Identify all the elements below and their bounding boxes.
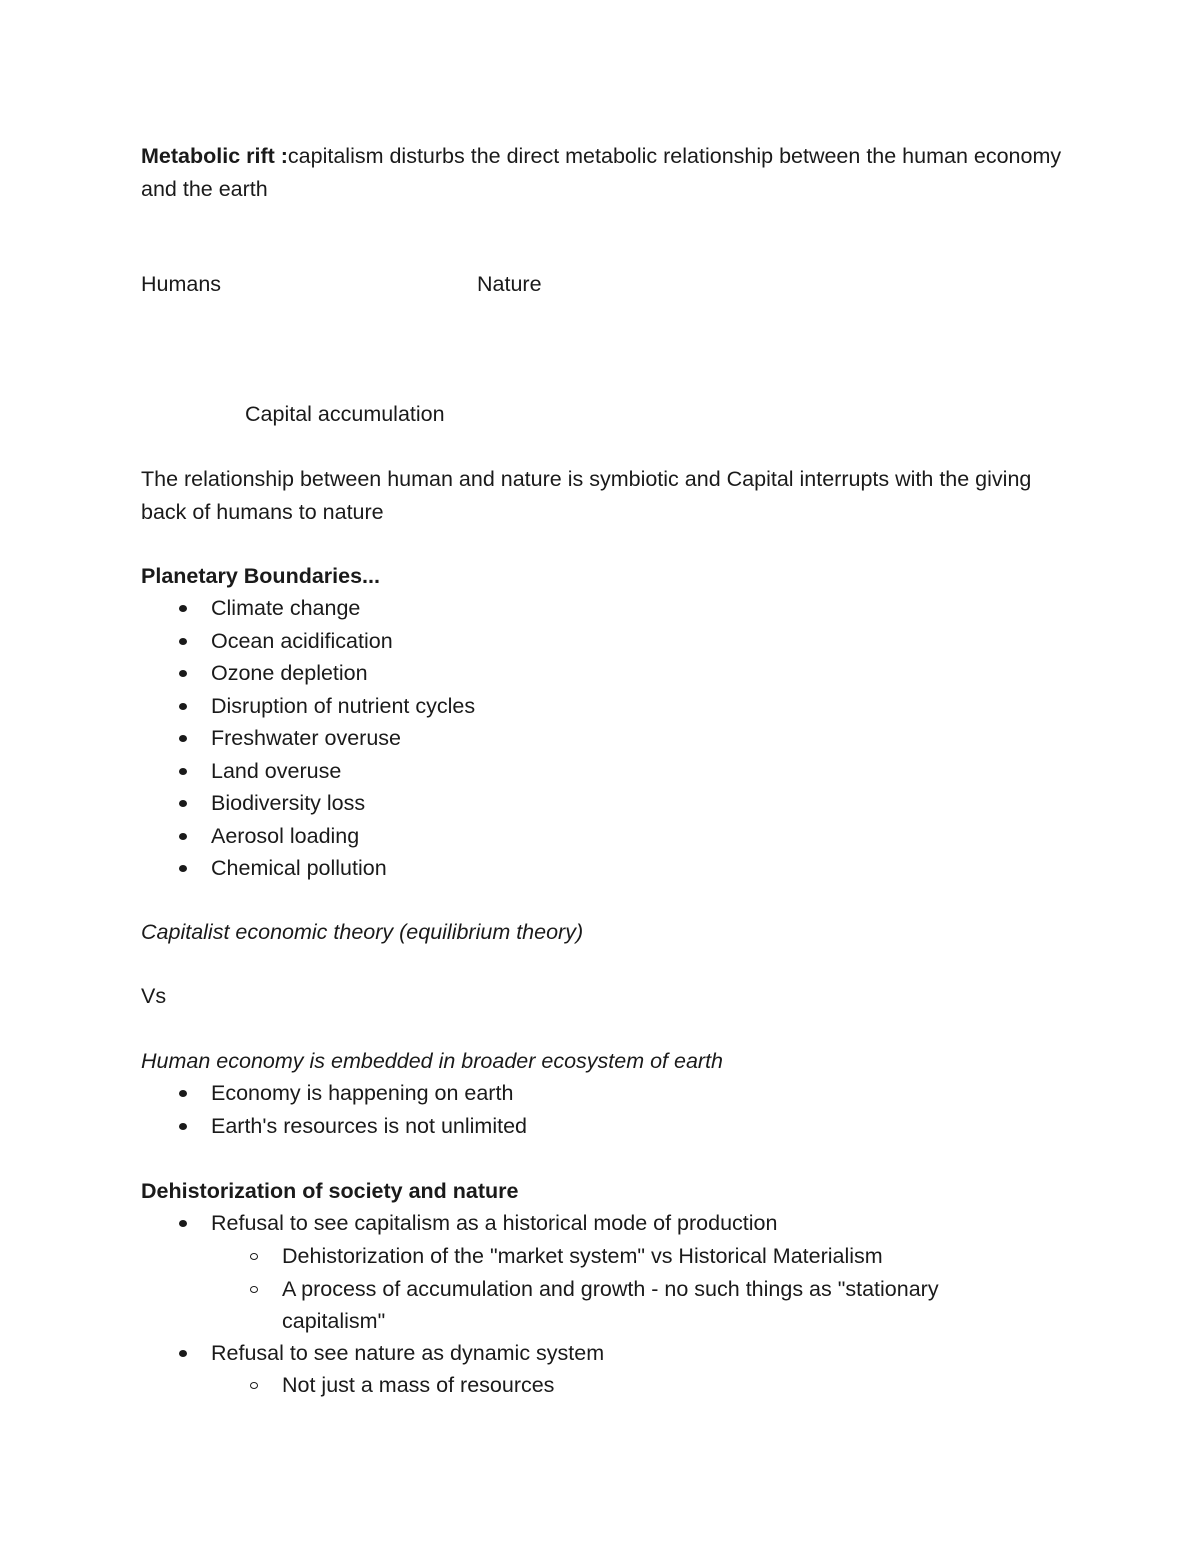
bullet-icon — [179, 768, 187, 775]
bullet-icon — [179, 865, 187, 872]
dehistorization-sublist-2 — [282, 1369, 554, 1402]
human-economy-line: Human economy is embedded in broader ecosystem of earth — [141, 1049, 724, 1073]
humans-label: Humans — [141, 272, 222, 296]
list-item: Climate change — [211, 592, 475, 625]
list-item: Land overuse — [211, 755, 475, 788]
list-item: Disruption of nutrient cycles — [211, 690, 475, 723]
bullet-icon — [179, 1350, 187, 1357]
vs-line: Vs — [141, 984, 167, 1008]
hollow-bullet-icon — [250, 1286, 258, 1293]
nature-label: Nature — [477, 272, 542, 296]
list-item: Ozone depletion — [211, 657, 475, 690]
list-item: Earth's resources is not unlimited — [211, 1110, 527, 1143]
capital-accumulation-label: Capital accumulation — [245, 402, 445, 426]
bullet-icon — [179, 1220, 187, 1227]
capitalist-theory-line: Capitalist economic theory (equilibrium theory) — [141, 920, 584, 944]
metabolic-rift-term: Metabolic rift : — [141, 144, 288, 168]
list-item: Dehistorization of the "market system" vs Historical Materialism — [282, 1240, 1012, 1273]
bullet-icon — [179, 638, 187, 645]
dehistorization-heading: Dehistorization of society and nature — [141, 1179, 519, 1203]
dehistorization-sublist-1 — [282, 1240, 1012, 1338]
bullet-icon — [179, 1090, 187, 1097]
list-item: Aerosol loading — [211, 820, 475, 853]
bullet-icon — [179, 703, 187, 710]
list-item: Refusal to see capitalism as a historical mode of production — [211, 1207, 777, 1240]
bullet-icon — [179, 605, 187, 612]
metabolic-rift-paragraph — [141, 140, 1071, 205]
bullet-icon — [179, 800, 187, 807]
dehistorization-list-1 — [211, 1207, 777, 1240]
relationship-paragraph: The relationship between human and nature is symbiotic and Capital interrupts with the giving back of humans to nature — [141, 467, 1032, 524]
list-item: A process of accumulation and growth - no such things as "stationary capitalism" — [282, 1273, 1012, 1338]
metabolic-rift-definition: capitalism disturbs the direct metabolic relationship between the human economy and the earth — [141, 144, 1062, 201]
bullet-icon — [179, 735, 187, 742]
list-item: Not just a mass of resources — [282, 1369, 554, 1402]
list-item: Freshwater overuse — [211, 722, 475, 755]
bullet-icon — [179, 833, 187, 840]
list-item: Ocean acidification — [211, 625, 475, 658]
planetary-boundaries-heading: Planetary Boundaries... — [141, 564, 380, 588]
hollow-bullet-icon — [250, 1253, 258, 1260]
hollow-bullet-icon — [250, 1382, 258, 1389]
list-item: Biodiversity loss — [211, 787, 475, 820]
planetary-boundaries-list — [211, 592, 475, 885]
list-item: Chemical pollution — [211, 852, 475, 885]
human-economy-list — [211, 1077, 527, 1142]
bullet-icon — [179, 670, 187, 677]
dehistorization-list-2 — [211, 1337, 604, 1370]
list-item: Refusal to see nature as dynamic system — [211, 1337, 604, 1370]
list-item: Economy is happening on earth — [211, 1077, 527, 1110]
bullet-icon — [179, 1123, 187, 1130]
